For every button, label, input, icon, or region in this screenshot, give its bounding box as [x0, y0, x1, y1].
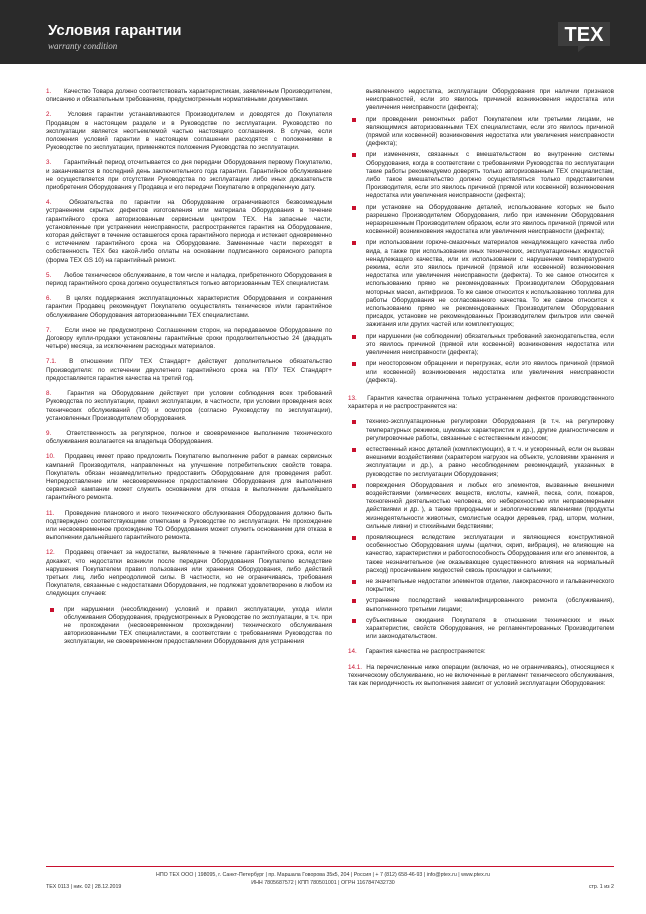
- clause-number: 6.: [46, 295, 52, 303]
- list-item: при изменениях, связанных с вмешательством во внутренние системы Оборудования, когда в соответствии с требованиями Руководства по эксплуатации такие работы рекомендуемо доверять только авторизованным TEX специалистам, либо такое вмешательство должно осуществляться только представителем Производителя, если это явилось причиной (прямой или косвенной) возникновения недостатка или увеличения неисправности (дефекта);: [348, 151, 614, 200]
- left-column: [46, 88, 332, 650]
- clause-number: 9.: [46, 429, 52, 437]
- clause-number: 10.: [46, 453, 55, 461]
- page-title: Условия гарантии: [48, 22, 182, 39]
- footer-registration-info: ИНН 7805687572 | КПП 780501001 | ОГРН 1167847432730: [251, 880, 395, 886]
- clause-text: Гарантия на Оборудование действует при условии соблюдения всех требований Руководства по эксплуатации, правил эксплуатации, в частности, при условии проведения всех технических обслуживаний (ТО) и осмотров (согласно Руководству по эксплуатации), установленных Производителем оборудования.: [46, 390, 333, 422]
- clause-text: В целях поддержания эксплуатационных характеристик Оборудования и сохранения гарантии Продавец рекомендует Покупателю осуществлять техническое и/или гарантийное обслуживание Оборудования авторизованными TEX специалистами.: [46, 295, 332, 319]
- footer-divider: [46, 866, 614, 867]
- list-item: субъективные ожидания Покупателя в отношении технических и иных характеристик, свойств Оборудования, не регламентированных Производителем или законодательством.: [348, 617, 614, 642]
- clause-number: 4.: [46, 199, 52, 207]
- bullet-continuation: выявленного недостатка, эксплуатации Оборудования при наличии признаков неисправностей, если это явилось причиной возникновения недостатка или увеличения неисправности (дефекта);: [366, 88, 614, 112]
- clause-text: Гарантийный период отсчитывается со дня передачи Оборудования первому Покупателю, и заканчивается в последний день заключительного года гарантии. Гарантийное обслуживание не осуществляется при отсутствии Руководства по эксплуатации либо иных доказательств приобретения Оборудования у Продавца и его передачи Покупателю в определенную дату.: [46, 159, 332, 192]
- clause-paragraph: [46, 111, 332, 152]
- footer-company-info: НПО TEX ООО | 198095, г. Санкт-Петербург | пр. Маршала Говорова 35к5, 204 | Россия | + 7 (812) 658-46-93 | info@ptex.ru | www.ptex.ru: [156, 872, 490, 878]
- clause-text: Проведение планового и иного технического обслуживания Оборудования должно быть подтверждено соответствующими отметками в Руководстве по эксплуатации. Не прохождение или несвоевременное прохождение ТО Оборудования может служить основанием для отказа в выполнении дальнейшего гарантийного ремонта.: [46, 509, 332, 542]
- clause-paragraph: [46, 453, 332, 502]
- page-subtitle: warranty condition: [48, 41, 118, 51]
- clause-text: Если иное не предусмотрено Соглашением сторон, на передаваемое Оборудование по Договору купли-продажи установлены гарантийные сроки продолжительностью 24 (двадцать четыре) месяца, за исключением расходных материалов.: [46, 326, 333, 351]
- list-item: естественный износ деталей (комплектующих), в т. ч. и ускоренный, если он вызван внешними воздействиями (характером нагрузок на объекте, условиями хранения и эксплуатации и др.), а равно несоблюдением рекомендаций, указанных в руководстве по эксплуатации Оборудования;: [348, 446, 614, 479]
- list-item: проявляющиеся вследствие эксплуатации и являющиеся конструктивной особенностью Оборудования шумы (щелчки, скрип, вибрация), не влияющие на качество, характеристики и работоспособность Оборудования или его элементов, а также незначительное (не оказывающее существенного влияния на нормальный расход) просачивание жидкостей сквозь прокладки и сальники;: [348, 534, 614, 575]
- list-item: при нарушении (не соблюдении) обязательных требований законодательства, если это явилось причиной (прямой или косвенной) возникновения недостатка или увеличения неисправности (дефекта);: [348, 333, 614, 358]
- clause-number: 2.: [46, 111, 52, 119]
- list-item: устранение последствий неквалифицированного ремонта (обслуживания), выполненного третьими лицами;: [348, 597, 614, 613]
- bullet-list: [348, 116, 614, 385]
- clause-paragraph: [46, 510, 332, 543]
- right-column: [348, 88, 614, 695]
- list-item: технико-эксплуатационные регулировки Оборудования (в т.ч. на регулировку температурных режимов, шумовых характеристик и др.), другие диагностические и регулировочные работы, связанные с естественным износом;: [348, 418, 614, 443]
- bullet-list: [348, 418, 614, 641]
- clause-text: Гарантия качества ограничена только устранением дефектов производственного характера и не распространяется на:: [348, 394, 614, 411]
- clause-paragraph: [46, 430, 332, 446]
- tex-logo-icon: [556, 16, 616, 52]
- clause-paragraph: [46, 295, 332, 320]
- clause-paragraph: [46, 88, 332, 104]
- clause-number: 12.: [46, 549, 55, 557]
- clause-text: В отношении ППУ TEX Стандарт+ действует дополнительное обязательство Производителя: по истечении двухлетнего гарантийного срока на ППУ TEX Стандарт+ предоставляется гарантия качества на третий год.: [46, 358, 333, 382]
- clause-paragraph: [46, 358, 332, 383]
- list-item: при использовании горюче-смазочных материалов ненадлежащего качества либо вида, а также при использовании иных технических, эксплуатационных жидкостей ненадлежащего качества, или их использовании с нарушением температурного режима, если это явилось причиной (прямой или косвенной) возникновения недостатка или увеличения неисправности (дефекта). То же самое относится к использованию прямо не рекомендованных Производителем Оборудования моторных масел, антифризов. То же самое относится к использованию топлива для работы Оборудования не согласованного качества. То же самое относится к использованию прямо не рекомендованных Производителем Оборудования присадок, установке не рекомендованных Производителем фильтров или свечей зажигания или других частей или комплектующих;: [348, 239, 614, 329]
- bullet-list: [46, 606, 332, 647]
- clause-number: 7.: [46, 326, 52, 334]
- clause-number: 3.: [46, 159, 52, 167]
- clause-number: 1.: [46, 88, 52, 95]
- clause-number: 8.: [46, 390, 52, 398]
- page-header: [0, 0, 646, 64]
- list-item: при неосторожном обращении и перегрузках, если это явилось причиной (прямой или косвенной) возникновения недостатка или увеличения неисправности (дефекта).: [348, 360, 614, 385]
- clause-paragraph: [46, 272, 332, 288]
- list-item: при нарушении (несоблюдении) условий и правил эксплуатации, ухода и/или обслуживания Оборудования, предусмотренных в Руководстве по эксплуатации, в т.ч. при не прохождении (несвоевременном прохождении) технического обслуживания авторизованными TEX специалистами, в соответствии с требованиями Руководства по эксплуатации, не своевременном предоставлении Оборудования для устранения: [46, 606, 332, 647]
- clause-paragraph: [348, 648, 614, 656]
- clause-number: 14.1.: [348, 663, 363, 671]
- clause-paragraph: [46, 390, 332, 423]
- clause-paragraph: [348, 664, 614, 689]
- list-item: не значительные недостатки элементов отделки, лакокрасочного и гальванического покрытия;: [348, 578, 614, 594]
- clause-text: Обязательства по гарантии на Оборудование ограничиваются безвозмездным устранением скрытых дефектов изготовления или материала Оборудования в течение гарантийного срока авторизованным сервисным центром TEX. На запасные части, установленные при устранении неисправности, распространяется гарантия на Оборудование, которая действует в течение оставшегося срока гарантийного периода и истекает одновременно с истечением гарантийного срока на Оборудование. Замененные части переходят в собственность TEX без какой-либо оплаты на основании подписанного сервисного рапорта (форма TEX GS 10) на гарантийный ремонт.: [46, 199, 333, 264]
- clause-number: 7.1.: [46, 358, 57, 366]
- clause-number: 5.: [46, 271, 52, 279]
- list-item: при проведении ремонтных работ Покупателем или третьими лицами, не являющимися авторизованными TEX специалистами, если это явилось причиной (прямой или косвенной) возникновения недостатка или увеличения неисправности (дефекта);: [348, 116, 614, 149]
- clause-number: 11.: [46, 509, 55, 517]
- list-item: повреждения Оборудования и любых его элементов, вызванные внешними воздействиями (химических веществ, кислоты, камней, песка, соли, пожаров, техногенной деятельностью человека, его неберехностью или неправомерными действиями и др. ), а также природными и экологическими явлениями (продукты жизнедеятельности животных, смолистые осадки деревьев, град, шторм, молнии, сильные ливни) и стихийными бедствиями;: [348, 482, 614, 531]
- list-item: при установке на Оборудование деталей, использование которых не было разрешено Производителем Оборудования, либо при изменении Оборудования неразрешенным Производителем образом, если это явилось причиной (прямой или косвенной) возникновения недостатка или увеличения неисправности (дефекта);: [348, 204, 614, 237]
- footer-page-number: стр. 1 из 2: [588, 884, 614, 890]
- clause-text: Любое техническое обслуживание, в том числе и наладка, прибретенного Оборудования в период гарантийного срока должно осуществляться только авторизованным TEX специалистам.: [46, 271, 333, 288]
- clause-text: Ответственность за регулярное, полное и своевременное выполнение технического обслуживания возлагается на владельца Оборудования.: [46, 429, 332, 446]
- clause-paragraph: [46, 159, 332, 192]
- clause-paragraph: [46, 199, 332, 265]
- clause-paragraph: [348, 395, 614, 411]
- clause-paragraph: [46, 549, 332, 598]
- footer-document-id: TEX 0113 | ник. 02 | 28.12.2019: [46, 884, 122, 890]
- clause-text: Качество Товара должно соответствовать характеристикам, заявленным Производителем, описанию и обязательным требованиям, предусмотренным нормативными документами.: [46, 88, 332, 104]
- clause-text: Условия гарантии устанавливаются Производителем и доводятся до Покупателя Продавцом в настоящем разделе и в Руководстве по эксплуатации. Руководство по эксплуатации является неотъемлемой частью настоящего соглашения. В случае, если положения условий гарантии в настоящем соглашении расходятся с положениями в Руководстве по эксплуатации, применяются положения Руководства по эксплуатации.: [46, 111, 332, 152]
- clause-text: Продавец имеет право предложить Покупателю выполнение работ в рамках сервисных кампаний Производителя, направленных на улучшение потребительских свойств товара. Покупатель обязан незамедлительно предоставить Оборудование для проведения работ. Непредоставление или несвоевременное предоставление Оборудования для выполнения сервисной кампании может служить основанием для отказа в выполнении дальнейшего гарантийного ремонта.: [46, 453, 333, 502]
- logo-text: TEX: [564, 24, 604, 46]
- clause-number: 13.: [348, 394, 357, 402]
- clause-text: Гарантия качества не распространяется:: [365, 648, 486, 656]
- clause-text: Продавец отвечает за недостатки, выявленные в течение гарантийного срока, если не докажет, что недостатки возникли после передачи Оборудования Покупателю вследствие нарушения Покупателем правил пользования или хранения Оборудования, либо действий третьих лиц, либо непреодолимой силы. В частности, но не ограничиваясь, требования Покупателя, связанные с недостатками Оборудования, не подлежат удовлетворению в любом из следующих случаев:: [46, 549, 332, 598]
- clause-number: 14.: [348, 648, 357, 656]
- clause-paragraph: [46, 327, 332, 352]
- clause-text: На перечисленные ниже операции (включая, но не ограничиваясь), относящиеся к техническому обслуживанию, но не включенные в регламент технического обслуживания, так как периодичность их выполнения зависит от условий эксплуатации Оборудования:: [348, 663, 614, 687]
